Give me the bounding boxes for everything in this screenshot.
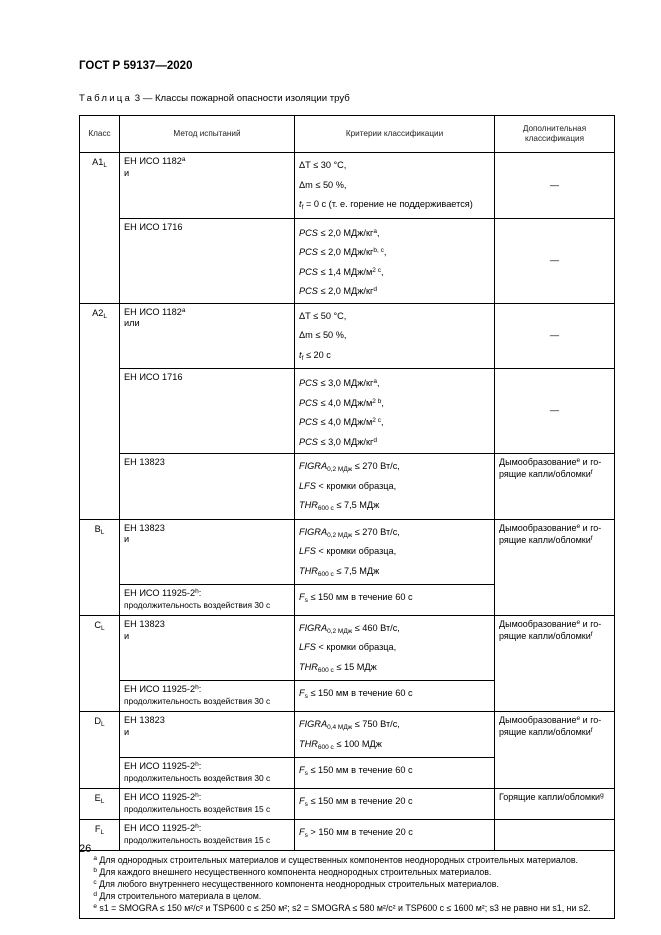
method-cell: ЕН ИСО 11925-2$^h$: продолжительность воздействия 15 с xyxy=(120,789,295,820)
criteria-cell: ΔT ≤ 50 °C, Δm ≤ 50 %, $t_f \le 20$ с xyxy=(295,303,495,369)
class-a1: $A1_L$ xyxy=(80,153,120,304)
fire-classes-table xyxy=(79,115,615,919)
additional-cell: — xyxy=(495,218,615,303)
method-cell: ЕН 13823 и xyxy=(120,615,295,681)
criteria-cell: $F_s \le 150$ мм в течение 60 с xyxy=(295,585,495,616)
additional-cell: Дымообразование$^e$ и го- рящие капли/обломки$^f$ xyxy=(495,454,615,520)
document-header: ГОСТ Р 59137—2020 xyxy=(79,60,193,72)
table-row xyxy=(80,369,615,454)
table-notes xyxy=(80,851,615,919)
col-criteria: Критерии классификации xyxy=(295,116,495,153)
method-cell: ЕН 13823 xyxy=(120,454,295,520)
class-c: $C_L$ xyxy=(80,615,120,711)
caption-prefix: Таблица xyxy=(79,93,133,104)
table-row xyxy=(80,454,615,520)
class-a2: $A2_L$ xyxy=(80,303,120,519)
class-b: $B_L$ xyxy=(80,519,120,615)
page-number: 26 xyxy=(79,843,92,855)
col-method: Метод испытаний xyxy=(120,116,295,153)
additional-cell: Дымообразование$^e$ и го- рящие капли/обломки$^f$ xyxy=(495,519,615,615)
additional-cell: Дымообразование$^e$ и го- рящие капли/обломки$^f$ xyxy=(495,712,615,789)
additional-cell: Горящие капли/обломки$^g$ xyxy=(495,789,615,820)
table-row xyxy=(80,820,615,851)
note-b: $^b$ Для каждого внешнего несущественного компонента неоднородных строительных материалов. xyxy=(93,866,492,877)
method-cell: ЕН ИСО 1182$^a$ или xyxy=(120,303,295,369)
method-cell: ЕН 13823 и xyxy=(120,519,295,585)
criteria-cell: $FIGRA_{0,4 МДж} \le 750$ Вт/с, $THR_{600 с} \le 100$ МДж xyxy=(295,712,495,758)
note-a: $^a$ Для однородных строительных материалов и существенных компонентов неоднородных строительных материалов. xyxy=(93,855,578,866)
criteria-cell: ΔT ≤ 30 °C, Δm ≤ 50 %, $t_f = 0$ с (т. е. горение не поддерживается) xyxy=(295,153,495,219)
criteria-cell: $F_s \le 150$ мм в течение 60 с xyxy=(295,681,495,712)
class-e: $E_L$ xyxy=(80,789,120,820)
criteria-cell: PCS ≤ 2,0 МДж/$кг^a$, PCS ≤ 2,0 МДж/кг$^{b, c}$, PCS ≤ 1,4 МДж/$м^{2 c}$, PCS ≤ 2,0 МДж/$кг^d$ xyxy=(295,218,495,303)
notes-row xyxy=(80,851,615,919)
note-e: $^e$ s1 = SMOGRA ≤ 150 м²/с² и TSP600 с ≤ 250 м²; s2 = SMOGRA ≤ 580 м²/с² и TSP600 с ≤ 1600 м²; s3 не равно ни s1, ни s2. xyxy=(93,902,591,913)
table-row xyxy=(80,303,615,369)
method-cell: ЕН ИСО 11925-2$^h$: продолжительность воздействия 30 с xyxy=(120,681,295,712)
method-cell: ЕН ИСО 1182$^a$ и xyxy=(120,153,295,219)
table-row xyxy=(80,712,615,758)
caption-text: 3 — Классы пожарной опасности изоляции труб xyxy=(134,93,350,104)
col-class: Класс xyxy=(80,116,120,153)
table-row xyxy=(80,519,615,585)
table-caption xyxy=(79,93,350,104)
class-f: $F_L$ xyxy=(80,820,120,851)
table-row xyxy=(80,153,615,219)
additional-cell: — xyxy=(495,303,615,369)
criteria-cell: $FIGRA_{0,2 МДж} \le 270$ Вт/с, LFS < кромки образца, $THR_{600 с} \le 7,5$ МДж xyxy=(295,454,495,520)
criteria-cell: $F_s \le 150$ мм в течение 20 с xyxy=(295,789,495,820)
class-d: $D_L$ xyxy=(80,712,120,789)
additional-cell: — xyxy=(495,369,615,454)
col-additional: Дополнительная классификация xyxy=(495,116,615,153)
table-row xyxy=(80,218,615,303)
note-c: $^c$ Для любого внутреннего несущественного компонента неоднородных строительных материалов. xyxy=(93,878,499,889)
method-cell: ЕН ИСО 11925-2$^h$: продолжительность воздействия 30 с xyxy=(120,758,295,789)
method-cell: ЕН 13823 и xyxy=(120,712,295,758)
criteria-cell: $FIGRA_{0,2 МДж} \le 270$ Вт/с, LFS < кромки образца, $THR_{600 с} \le 7,5$ МДж xyxy=(295,519,495,585)
additional-cell: Дымообразование$^e$ и го- рящие капли/обломки$^f$ xyxy=(495,615,615,711)
note-d: $^d$ Для строительного материала в целом. xyxy=(93,890,262,901)
table-header-row xyxy=(80,116,615,153)
criteria-cell: PCS ≤ 3,0 МДж/$кг^a$, PCS ≤ 4,0 МДж/$м^{2 b}$, PCS ≤ 4,0 МДж/$м^{2 c}$, PCS ≤ 3,0 МДж/$кг^d$ xyxy=(295,369,495,454)
method-cell: ЕН ИСО 1716 xyxy=(120,218,295,303)
criteria-cell: $F_s > 150$ мм в течение 20 с xyxy=(295,820,495,851)
method-cell: ЕН ИСО 1716 xyxy=(120,369,295,454)
criteria-cell: $FIGRA_{0,2 МДж} \le 460$ Вт/с, LFS < кромки образца, $THR_{600 с} \le 15$ МДж xyxy=(295,615,495,681)
method-cell: ЕН ИСО 11925-2$^h$: продолжительность воздействия 15 с xyxy=(120,820,295,851)
method-cell: ЕН ИСО 11925-2$^h$: продолжительность воздействия 30 с xyxy=(120,585,295,616)
criteria-cell: $F_s \le 150$ мм в течение 60 с xyxy=(295,758,495,789)
additional-cell: — xyxy=(495,153,615,219)
additional-cell xyxy=(495,820,615,851)
table-row xyxy=(80,615,615,681)
table-row xyxy=(80,789,615,820)
